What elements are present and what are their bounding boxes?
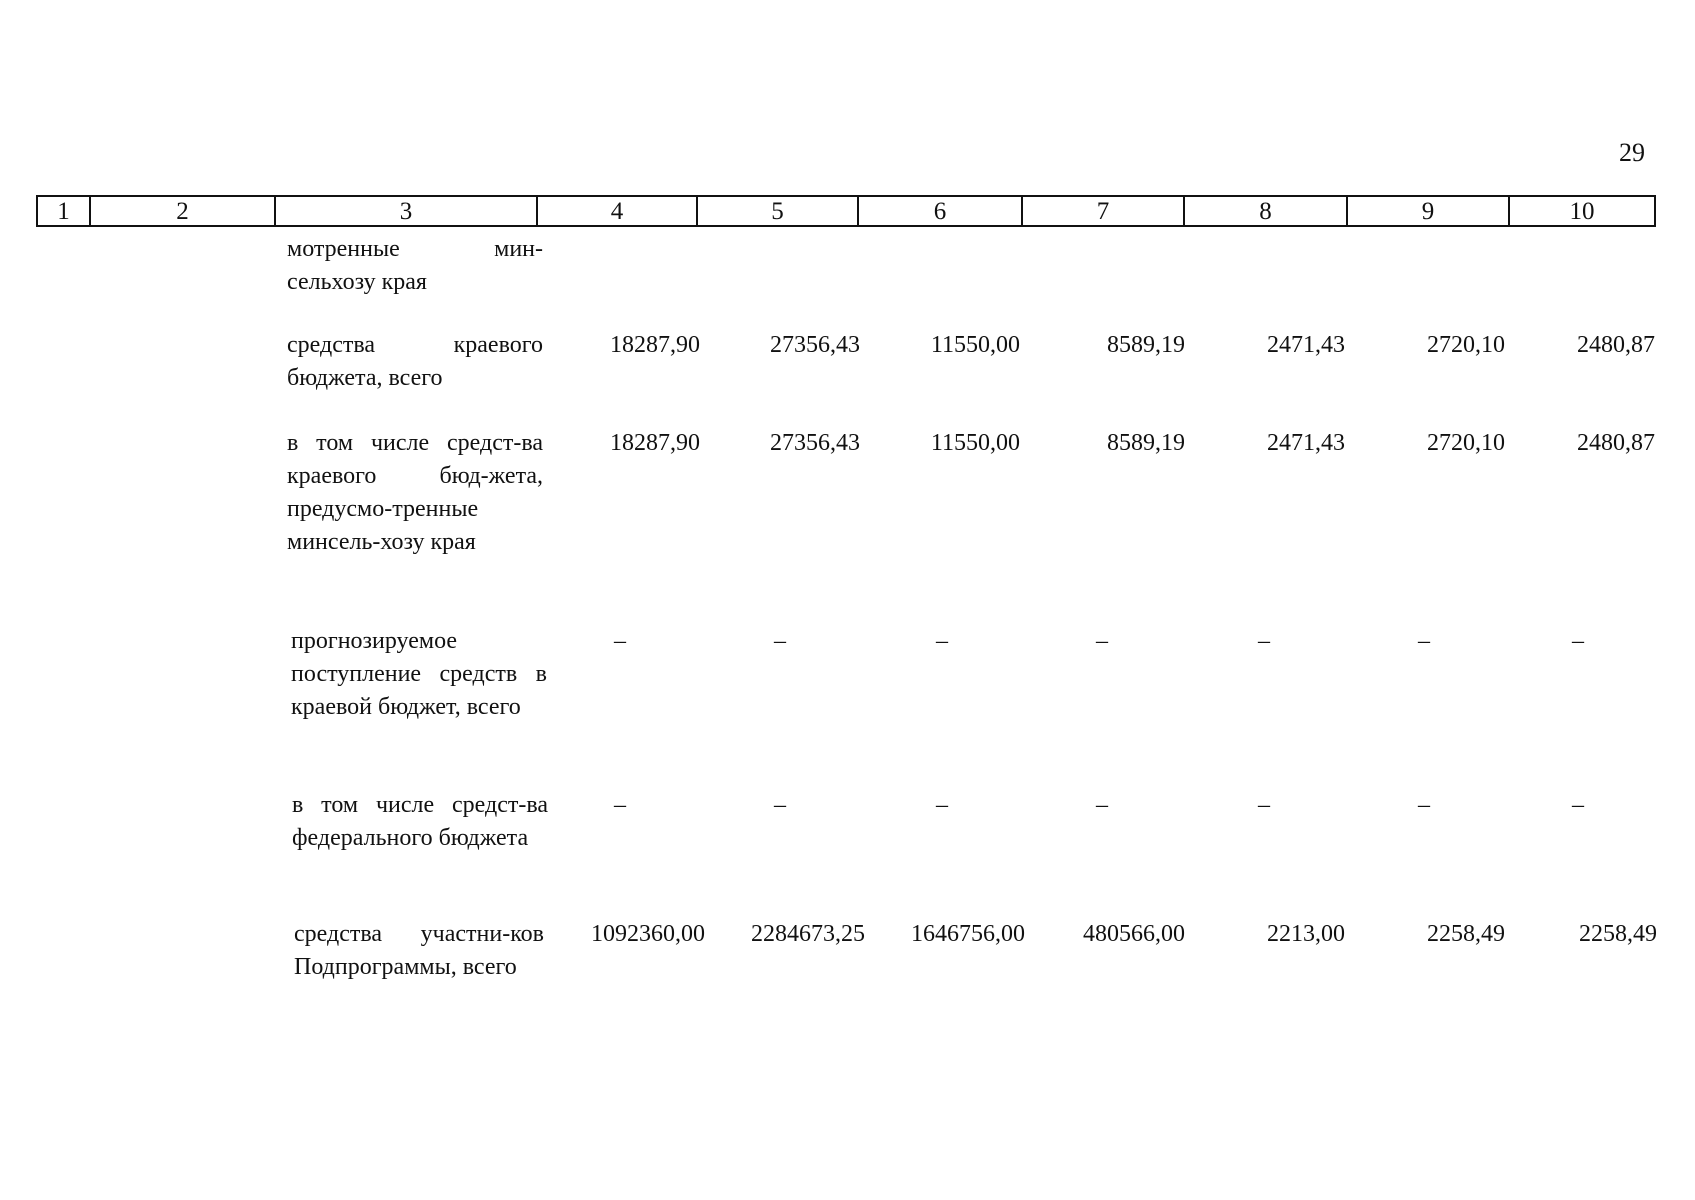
row-value-col-8: – (1258, 792, 1270, 818)
row-value-col-6: – (936, 628, 948, 654)
header-col-8: 8 (1183, 195, 1348, 227)
row-value-col-6: – (936, 792, 948, 818)
row-value-col-4: 18287,90 (610, 332, 700, 358)
row-value-col-8: 2213,00 (1267, 921, 1345, 947)
row-value-col-5: 27356,43 (770, 332, 860, 358)
row-value-col-4: 1092360,00 (591, 921, 705, 947)
row-value-col-4: – (614, 792, 626, 818)
header-col-3: 3 (274, 195, 538, 227)
row-value-col-10: 2258,49 (1579, 921, 1657, 947)
row-value-col-4: 18287,90 (610, 430, 700, 456)
row-value-col-9: – (1418, 792, 1430, 818)
row-value-col-6: 11550,00 (930, 430, 1020, 456)
row-value-col-6: 1646756,00 (911, 921, 1025, 947)
row-value-col-7: 480566,00 (1083, 921, 1185, 947)
row-value-col-10: 2480,87 (1577, 332, 1655, 358)
header-col-1: 1 (36, 195, 91, 227)
row-value-col-5: – (774, 792, 786, 818)
row-value-col-8: – (1258, 628, 1270, 654)
row-label: средства участни-ков Подпрограммы, всего (294, 921, 544, 980)
row-label: средства краевого бюджета, всего (287, 332, 543, 391)
row-value-col-10: – (1572, 628, 1584, 654)
row-value-col-8: 2471,43 (1267, 332, 1345, 358)
header-col-5: 5 (696, 195, 859, 227)
header-col-9: 9 (1346, 195, 1510, 227)
row-value-col-7: – (1096, 792, 1108, 818)
row-value-col-6: 11550,00 (930, 332, 1020, 358)
header-col-10: 10 (1508, 195, 1656, 227)
row-label: прогнозируемое поступление средств в краевой бюджет, всего (291, 628, 547, 720)
row-value-col-7: – (1096, 628, 1108, 654)
row-value-col-4: – (614, 628, 626, 654)
header-col-4: 4 (536, 195, 698, 227)
row-value-col-9: – (1418, 628, 1430, 654)
row-value-col-7: 8589,19 (1107, 430, 1185, 456)
row-value-col-10: 2480,87 (1577, 430, 1655, 456)
row-value-col-5: 27356,43 (770, 430, 860, 456)
header-col-2: 2 (89, 195, 276, 227)
row-label: мотренные мин-сельхозу края (287, 236, 543, 295)
row-value-col-8: 2471,43 (1267, 430, 1345, 456)
row-value-col-5: 2284673,25 (751, 921, 865, 947)
row-value-col-7: 8589,19 (1107, 332, 1185, 358)
row-value-col-9: 2720,10 (1427, 430, 1505, 456)
row-value-col-5: – (774, 628, 786, 654)
header-col-6: 6 (857, 195, 1023, 227)
row-label: в том числе средст-ва краевого бюд-жета, предусмо-тренные минсель-хозу края (287, 430, 543, 555)
row-label: в том числе средст-ва федерального бюджета (292, 792, 548, 851)
page-number: 29 (1619, 138, 1645, 167)
row-value-col-9: 2258,49 (1427, 921, 1505, 947)
row-value-col-9: 2720,10 (1427, 332, 1505, 358)
header-col-7: 7 (1021, 195, 1185, 227)
row-value-col-10: – (1572, 792, 1584, 818)
